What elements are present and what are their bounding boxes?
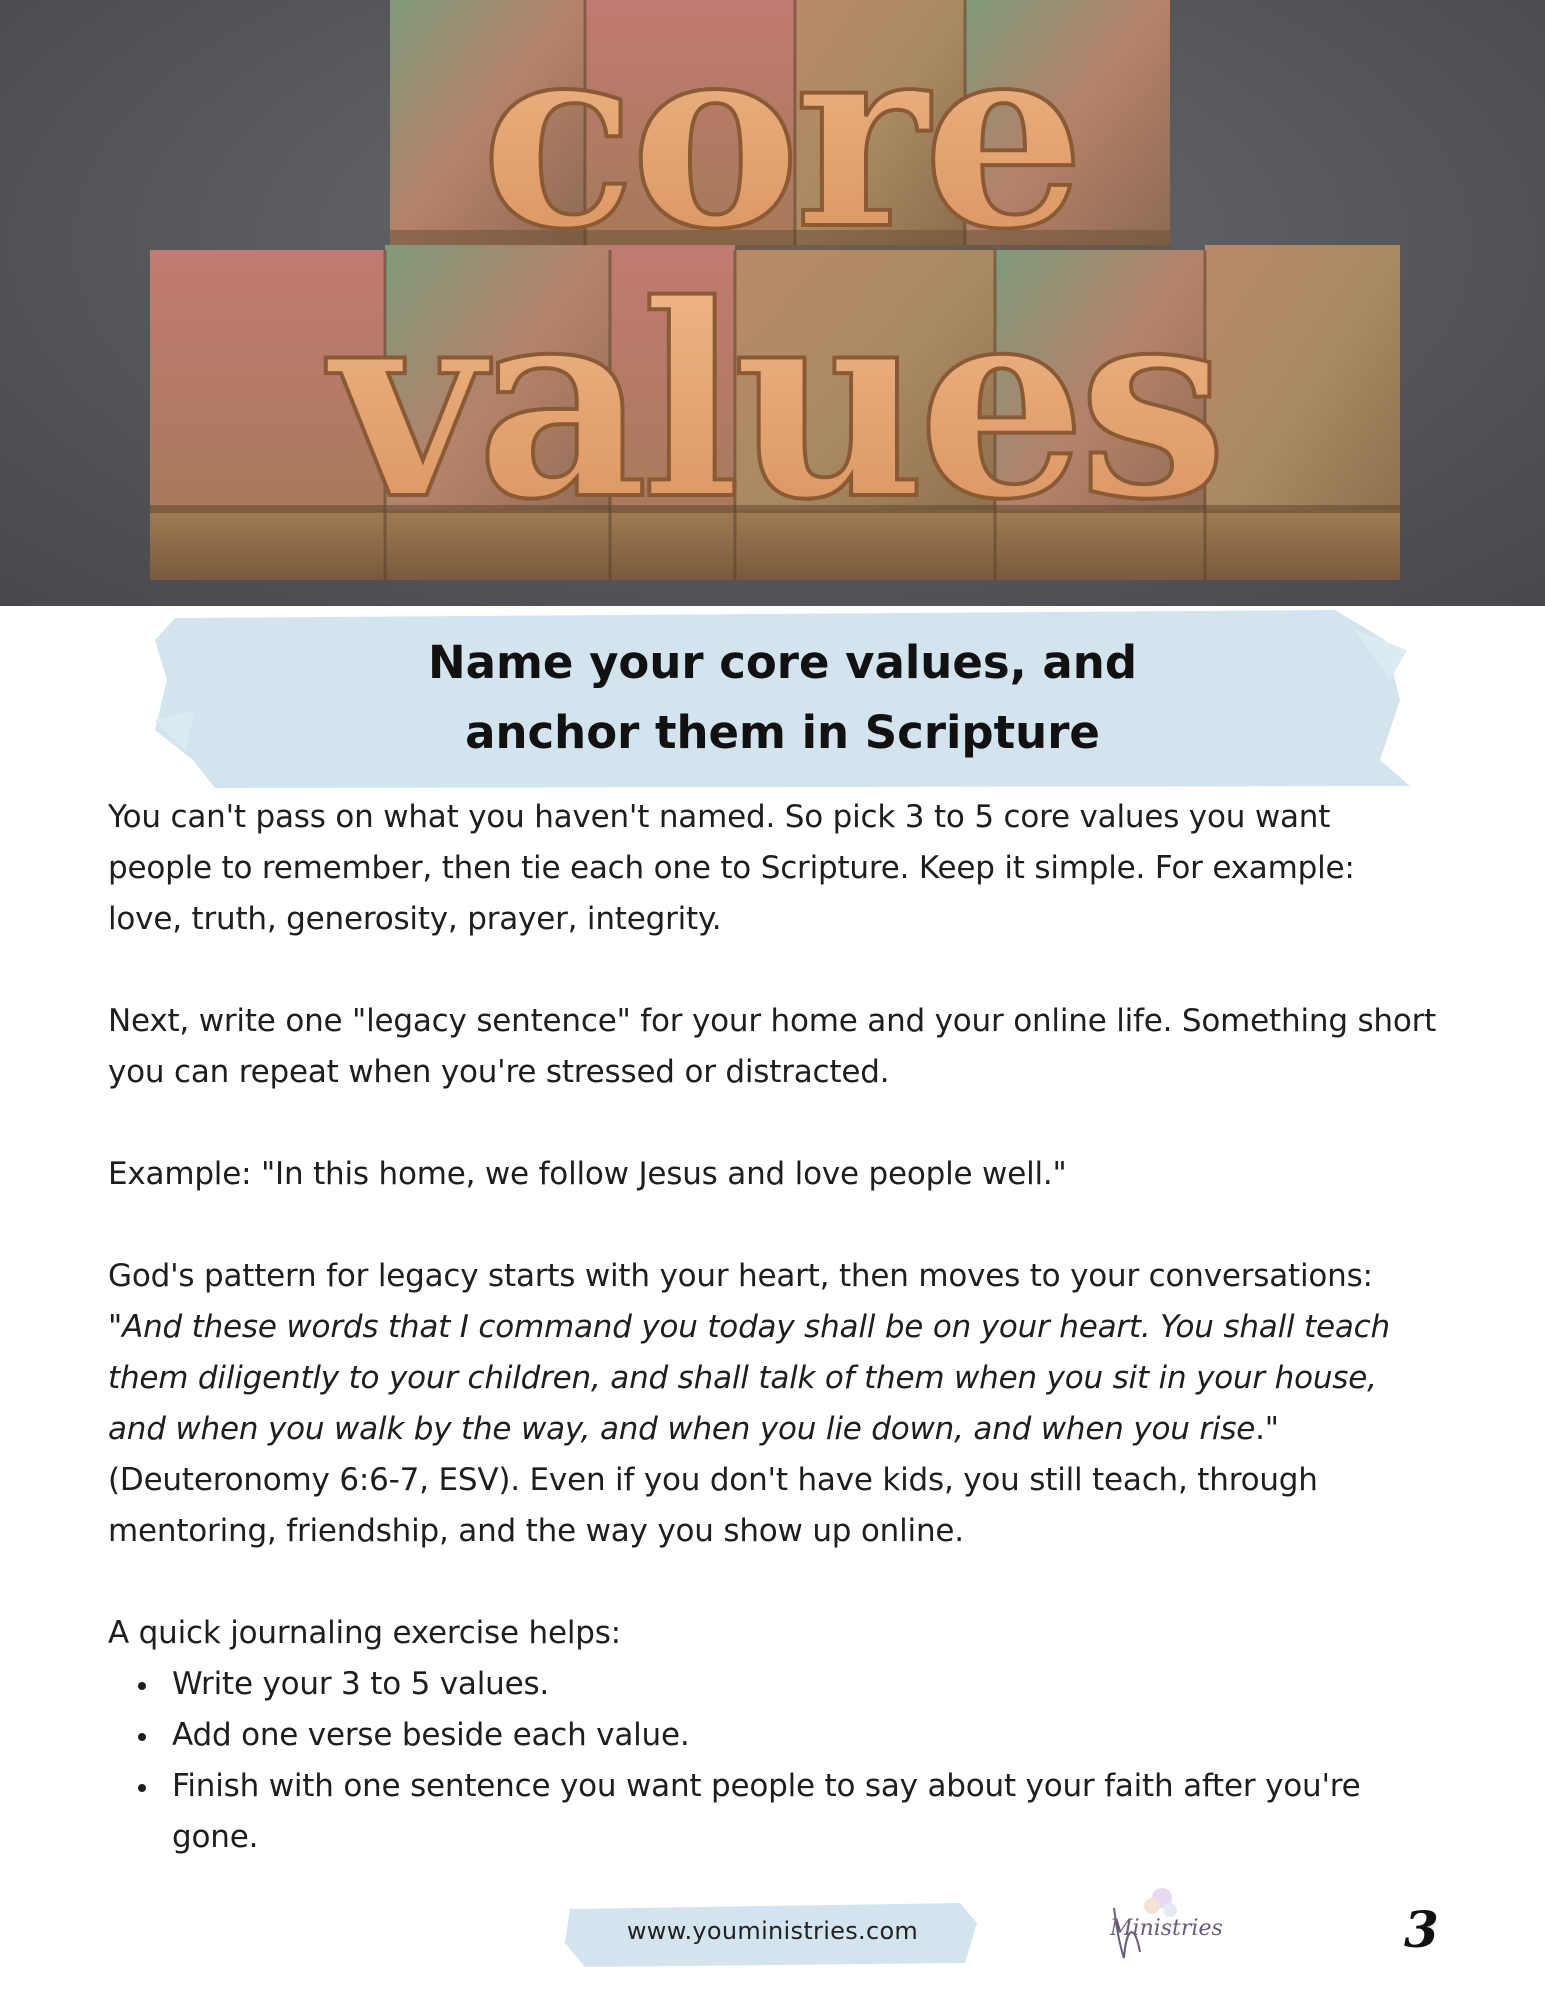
paragraph-core-values: You can't pass on what you haven't named. So pick 3 to 5 core values you want people to remember, then tie each one to Scripture. Keep it simple. For example: love, truth, generosity, prayer, integrity.	[108, 799, 1355, 937]
page-number: 3	[1404, 1900, 1439, 1959]
page-title-line-2: anchor them in Scripture	[465, 706, 1100, 759]
page-title	[155, 628, 1410, 768]
logo-text: Ministries	[1110, 1916, 1223, 1941]
website-link[interactable]: www.youministries.com	[626, 1917, 919, 1945]
hero-image	[0, 0, 1545, 606]
list-item: Finish with one sentence you want people to say about your faith after you're gone.	[108, 1761, 1438, 1863]
journaling-steps-list	[108, 1659, 1438, 1863]
letterpress-blocks-illustration	[0, 0, 1545, 606]
hero-word-bottom: values	[330, 247, 1220, 558]
paragraph-legacy-sentence: Next, write one "legacy sentence" for your home and your online life. Something short you can repeat when you're stressed or distracted.	[108, 1003, 1437, 1090]
list-item: Add one verse beside each value.	[108, 1710, 1438, 1761]
paragraph-scripture	[108, 1251, 1438, 1557]
scripture-quote: And these words that I command you today shall be on your heart. You shall teach them diligently to your children, and shall talk of them when you sit in your house, and when you walk by the way, and when you lie down, and when you rise	[108, 1309, 1390, 1447]
scripture-intro: God's pattern for legacy starts with your heart, then moves to your conversations: "	[108, 1258, 1373, 1345]
hero-word-top: core	[481, 0, 1079, 286]
list-item: Write your 3 to 5 values.	[108, 1659, 1438, 1710]
ministries-logo	[1100, 1880, 1223, 1970]
article-body	[108, 792, 1438, 1863]
scripture-outro: ." (Deuteronomy 6:6-7, ESV). Even if you don't have kids, you still teach, through mentoring, friendship, and the way you show up online.	[108, 1411, 1318, 1549]
paragraph-journaling-intro: A quick journaling exercise helps:	[108, 1615, 621, 1651]
paragraph-example: Example: "In this home, we follow Jesus and love people well."	[108, 1156, 1067, 1192]
page-title-line-1: Name your core values, and	[427, 636, 1138, 689]
footer-url-badge	[565, 1903, 980, 1967]
title-banner	[155, 610, 1410, 788]
